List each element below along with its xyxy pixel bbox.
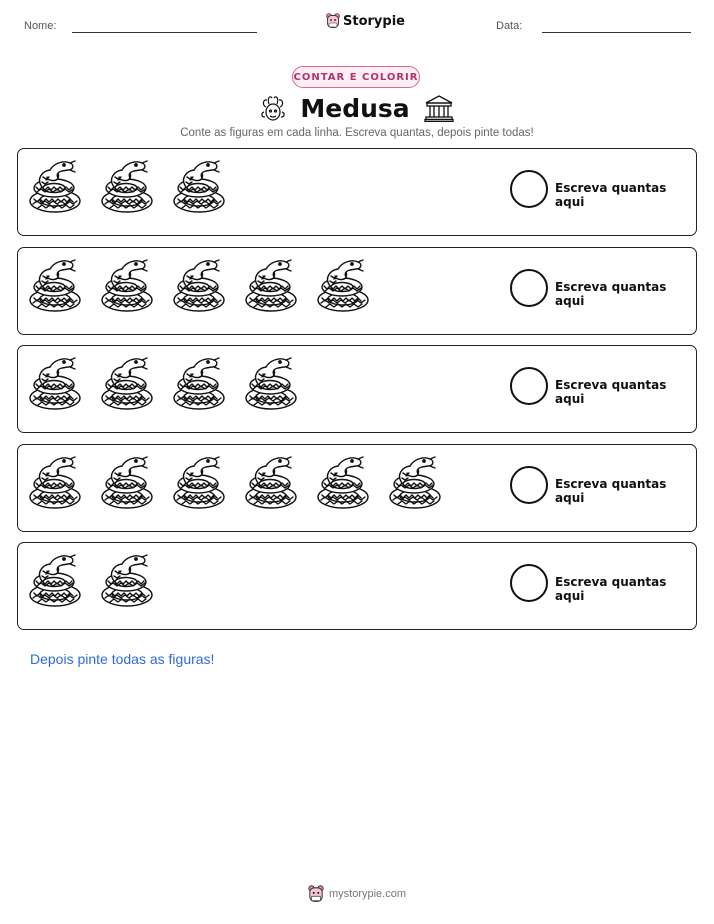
answer-label: Escreva quantas aqui — [555, 181, 667, 209]
snake-icon[interactable] — [316, 256, 372, 314]
brand-logo — [326, 13, 405, 29]
footer — [0, 885, 714, 903]
snake-icon[interactable] — [172, 256, 228, 314]
answer-label: Escreva quantas aqui — [555, 476, 667, 505]
row-icons — [28, 551, 156, 621]
snake-icon[interactable] — [388, 453, 444, 511]
snake-icon[interactable] — [28, 551, 84, 609]
instruction-text: Conte as figuras em cada linha. Escreva quantas, depois pinte todas! — [180, 127, 534, 139]
snake-icon[interactable] — [28, 157, 84, 215]
worksheet-header — [0, 0, 714, 50]
date-label: Data: — [496, 20, 523, 32]
count-row — [17, 444, 697, 532]
activity-badge: CONTAR E COLORIR — [292, 66, 420, 88]
snake-icon[interactable] — [28, 354, 84, 412]
answer-circle[interactable] — [510, 564, 548, 602]
answer-label: Escreva quantas aqui — [555, 575, 667, 603]
snake-icon[interactable] — [100, 256, 156, 314]
row-icons — [28, 157, 228, 227]
bear-icon — [308, 885, 324, 903]
bear-icon — [326, 13, 340, 29]
name-label: Nome: — [24, 20, 57, 32]
row-icons — [28, 453, 444, 523]
count-row — [17, 148, 697, 236]
snake-icon[interactable] — [100, 551, 156, 609]
count-row — [17, 542, 697, 630]
snake-icon[interactable] — [244, 453, 300, 511]
snake-icon[interactable] — [244, 354, 300, 412]
footer-url: mystorypie.com — [328, 888, 407, 900]
snake-icon[interactable] — [316, 453, 372, 511]
snake-icon[interactable] — [172, 354, 228, 412]
row-icons — [28, 354, 300, 424]
snake-icon[interactable] — [100, 354, 156, 412]
page-title: Medusa — [300, 93, 410, 123]
answer-circle[interactable] — [510, 170, 548, 208]
snake-icon[interactable] — [28, 453, 84, 511]
brand-name: Storypie — [343, 13, 405, 29]
medusa-head-icon — [260, 93, 286, 123]
snake-icon[interactable] — [100, 453, 156, 511]
count-row — [17, 247, 697, 335]
snake-icon[interactable] — [172, 453, 228, 511]
answer-circle[interactable] — [510, 466, 548, 504]
snake-icon[interactable] — [28, 256, 84, 314]
footer-note: Depois pinte todas as figuras! — [30, 651, 215, 667]
answer-circle[interactable] — [510, 269, 548, 307]
snake-icon[interactable] — [100, 157, 156, 215]
snake-icon[interactable] — [244, 256, 300, 314]
answer-label: Escreva quantas aqui — [555, 279, 667, 308]
answer-label: Escreva quantas aqui — [555, 378, 667, 406]
date-line[interactable] — [542, 32, 691, 33]
count-row — [17, 345, 697, 433]
name-line[interactable] — [72, 32, 257, 33]
greek-temple-icon — [424, 94, 454, 122]
title-row — [0, 90, 714, 126]
snake-icon[interactable] — [172, 157, 228, 215]
row-icons — [28, 256, 372, 326]
answer-circle[interactable] — [510, 367, 548, 405]
